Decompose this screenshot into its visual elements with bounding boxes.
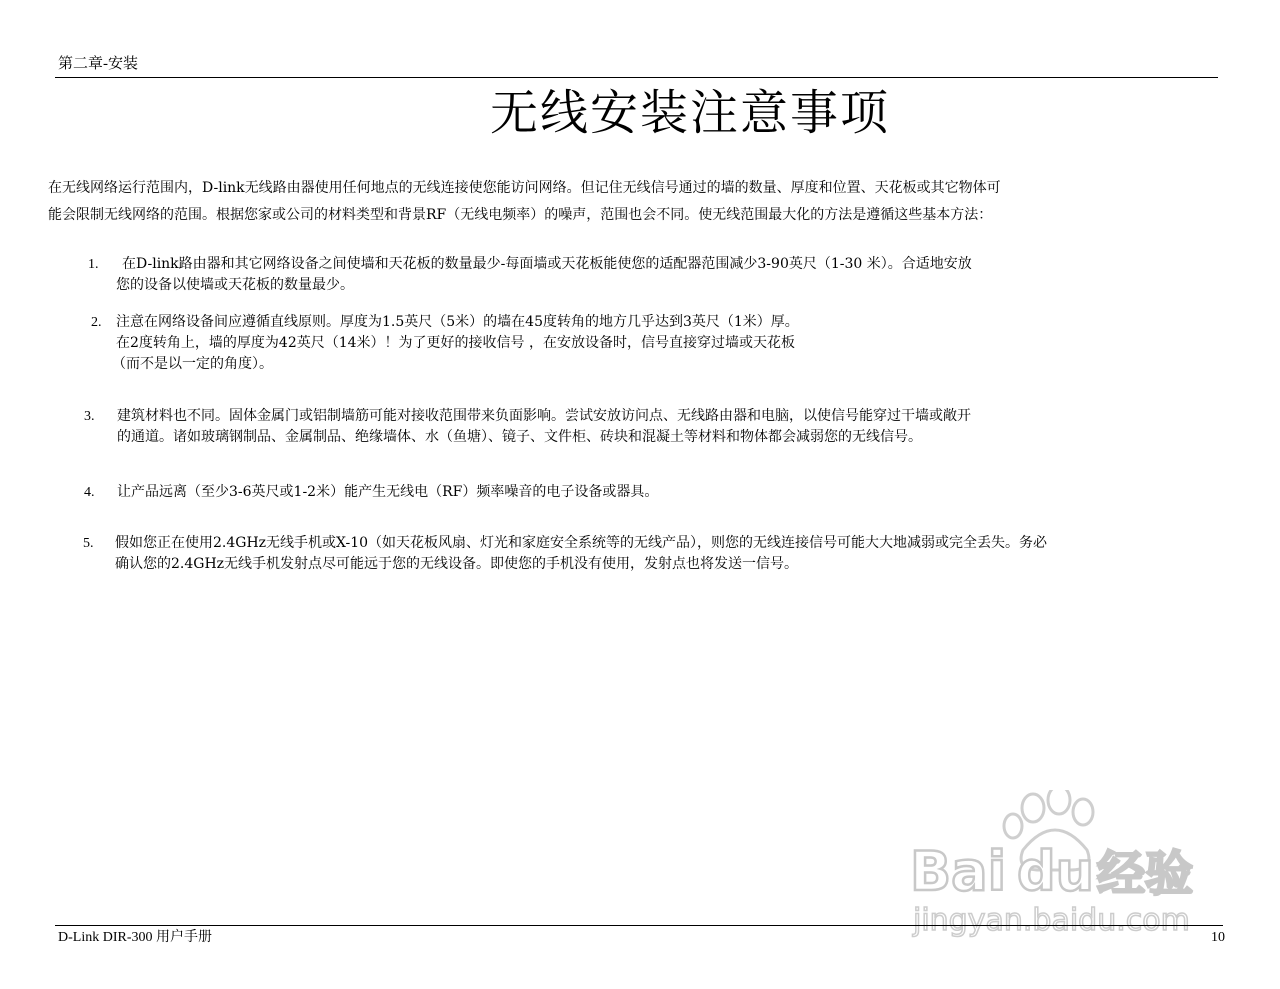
list-item-line: 注意在网络设备间应遵循直线原则。厚度为1.5英尺（5米）的墙在45度转角的地方几乎达到3英尺（1米）厚。 xyxy=(116,314,799,330)
list-item xyxy=(84,406,971,448)
chapter-label: 第二章-安装 xyxy=(58,56,138,72)
intro-paragraph xyxy=(48,175,1228,229)
list-item-number: 3. xyxy=(84,409,95,424)
list-item-number: 4. xyxy=(84,485,95,500)
watermark-url: jingyan.baidu.com xyxy=(913,903,1190,938)
list-item-line: 在D-link路由器和其它网络设备之间使墙和天花板的数量最少-每面墙或天花板能使您的适配器范围减少3-90英尺（1-30 米）。合适地安放 xyxy=(122,256,972,272)
list-item-line: 的通道。诸如玻璃钢制品、金属制品、绝缘墙体、水（鱼塘）、镜子、文件柜、砖块和混凝土等材料和物体都会减弱您的无线信号。 xyxy=(117,429,922,445)
watermark-brand-du: du xyxy=(1017,840,1095,903)
list-item-line: 确认您的2.4GHz无线手机发射点尽可能远于您的无线设备。即使您的手机没有使用，发射点也将发送一信号。 xyxy=(115,556,799,572)
footer-manual-title: D-Link DIR-300 用户手册 xyxy=(58,930,212,945)
list-item-line: 在2度转角上，墙的厚度为42英尺（14米）！为了更好的接收信号 ，在安放设备时，信号直接穿过墙或天花板 xyxy=(116,335,795,351)
list-item xyxy=(88,254,972,296)
list-item-line: 假如您正在使用2.4GHz无线手机或X-10（如天花板风扇、灯光和家庭安全系统等的无线产品），则您的无线连接信号可能大大地减弱或完全丢失。务必 xyxy=(115,535,1048,551)
list-item xyxy=(84,482,659,503)
list-item-number: 2. xyxy=(91,315,102,330)
intro-line: 在无线网络运行范围内，D-link无线路由器使用任何地点的无线连接使您能访问网络。但记住无线信号通过的墙的数量、厚度和位置、天花板或其它物体可 xyxy=(48,180,1001,196)
list-item-line: 让产品远离（至少3-6英尺或1-2米）能产生无线电（RF）频率噪音的电子设备或器具。 xyxy=(117,484,659,500)
list-item-line: 您的设备以使墙或天花板的数量最少。 xyxy=(116,277,354,293)
list-item-line: 建筑材料也不同。固体金属门或铝制墙筋可能对接收范围带来负面影响。尝试安放访问点、无线路由器和电脑，以使信号能穿过干墙或敞开 xyxy=(117,408,971,424)
footer-divider xyxy=(55,925,1223,926)
page-title: 无线安装注意事项 xyxy=(489,85,890,141)
list-item xyxy=(83,533,1048,575)
list-item-number: 1. xyxy=(88,257,99,272)
watermark-brand: Bai xyxy=(910,840,1007,903)
list-item xyxy=(91,312,799,375)
header-divider xyxy=(55,77,1218,78)
list-item-number: 5. xyxy=(83,536,94,551)
watermark-brand-cn: 经验 xyxy=(1097,846,1194,902)
intro-line: 能会限制无线网络的范围。根据您家或公司的材料类型和背景RF（无线电频率）的噪声，范围也会不同。使无线范围最大化的方法是遵循这些基本方法： xyxy=(48,207,993,223)
watermark xyxy=(905,790,1225,940)
list-item-line: （而不是以一定的角度）。 xyxy=(112,356,273,372)
page-number: 10 xyxy=(1211,930,1225,945)
